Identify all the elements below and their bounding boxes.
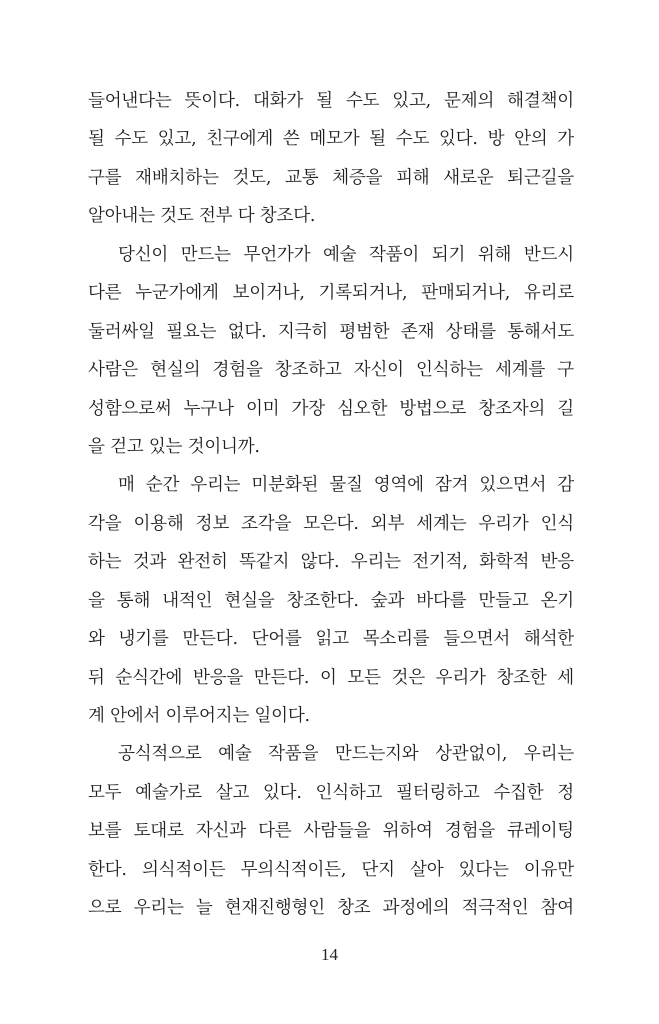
text-line: 계 안에서 이루어지는 일이다. <box>88 706 310 726</box>
text-line: 다른 누군가에게 보이거나, 기록되거나, 판매되거나, 유리로 <box>88 283 574 304</box>
text-line: 성함으로써 누구나 이미 가장 심오한 방법으로 창조자의 길 <box>88 398 574 419</box>
text-line: 둘러싸일 필요는 없다. 지극히 평범한 존재 상태를 통해서도 <box>88 321 574 342</box>
text-line: 와 냉기를 만든다. 단어를 읽고 목소리를 들으면서 해석한 <box>88 629 574 650</box>
text-line: 뒤 순식간에 반응을 만든다. 이 모든 것은 우리가 창조한 세 <box>88 667 574 688</box>
text-line: 을 걷고 있는 것이니까. <box>88 436 260 457</box>
text-line: 한다. 의식적이든 무의식적이든, 단지 살아 있다는 이유만 <box>88 859 574 880</box>
text-line: 모두 예술가로 살고 있다. 인식하고 필터링하고 수집한 정 <box>88 782 574 803</box>
text-line: 사람은 현실의 경험을 창조하고 자신이 인식하는 세계를 구 <box>88 360 574 381</box>
text-line: 구를 재배치하는 것도, 교통 체증을 피해 새로운 퇴근길을 <box>88 167 574 188</box>
text-line: 들어낸다는 뜻이다. 대화가 될 수도 있고, 문제의 해결책이 <box>88 91 574 111</box>
text-line: 보를 토대로 자신과 다른 사람들을 위하여 경험을 큐레이팅 <box>88 821 574 842</box>
text-line: 될 수도 있고, 친구에게 쓴 메모가 될 수도 있다. 방 안의 가 <box>88 129 574 150</box>
text-line: 하는 것과 완전히 똑같지 않다. 우리는 전기적, 화학적 반응 <box>88 552 574 573</box>
text-line: 을 통해 내적인 현실을 창조한다. 숲과 바다를 만들고 온기 <box>88 590 574 611</box>
text-line: 으로 우리는 늘 현재진행형인 창조 과정에의 적극적인 참여 <box>88 898 574 919</box>
page-number: 14 <box>321 945 338 964</box>
text-line: 각을 이용해 정보 조각을 모은다. 외부 세계는 우리가 인식 <box>88 513 574 534</box>
text-line: 매 순간 우리는 미분화된 물질 영역에 잠겨 있으면서 감 <box>118 475 574 496</box>
text-line: 알아내는 것도 전부 다 창조다. <box>88 206 316 227</box>
body-text <box>88 82 574 928</box>
text-line: 공식적으로 예술 작품을 만드는지와 상관없이, 우리는 <box>118 744 574 765</box>
text-line: 당신이 만드는 무언가가 예술 작품이 되기 위해 반드시 <box>118 244 574 265</box>
